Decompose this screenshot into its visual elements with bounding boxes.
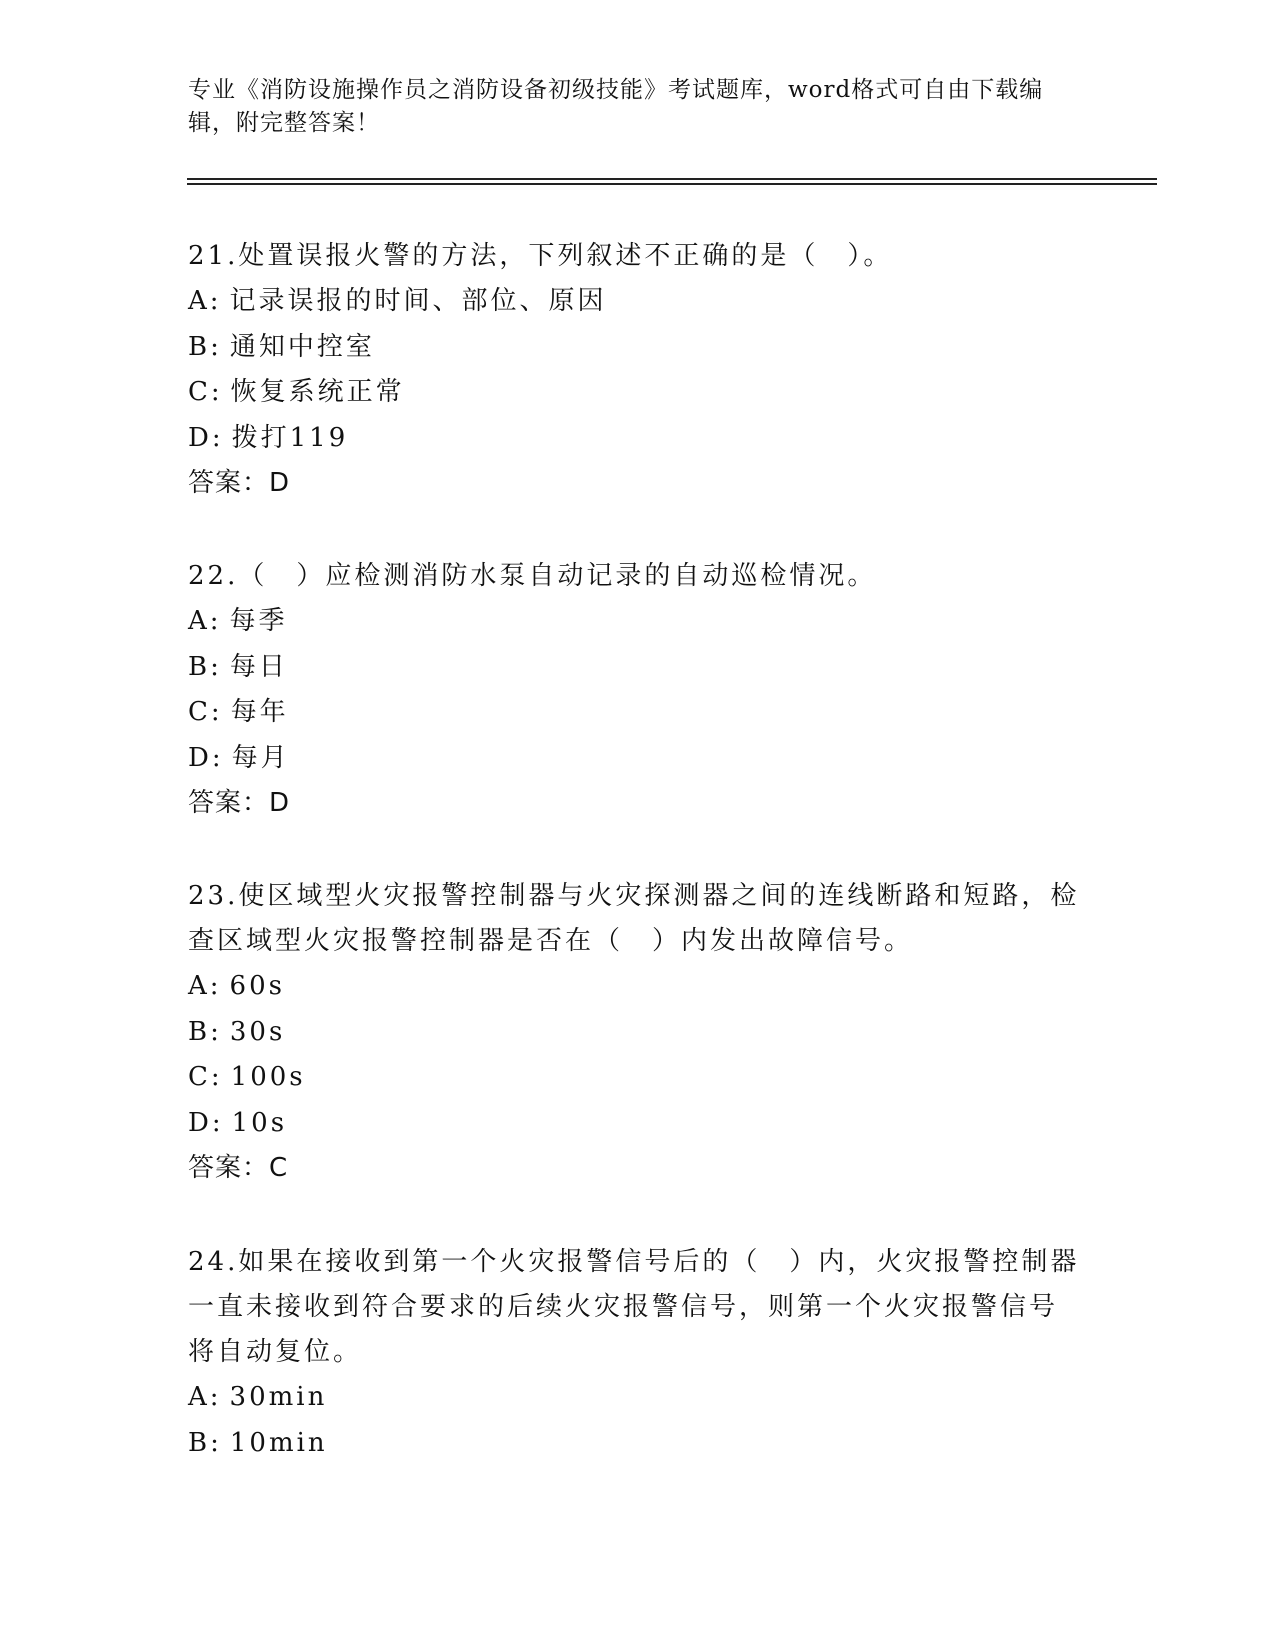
option-letter: B: xyxy=(188,1016,222,1047)
question-24 xyxy=(188,1240,1088,1466)
option-d xyxy=(188,736,1088,782)
option-letter: B: xyxy=(188,1427,222,1458)
option-a xyxy=(188,1375,1088,1421)
option-text: 100s xyxy=(230,1062,306,1092)
option-text: 恢复系统正常 xyxy=(230,377,405,407)
question-22 xyxy=(188,554,1088,826)
option-text: 30min xyxy=(229,1382,328,1412)
option-letter: C: xyxy=(188,1062,223,1092)
option-text: 60s xyxy=(229,971,285,1001)
answer-label: 答案：D xyxy=(188,468,291,498)
option-letter: D: xyxy=(188,422,224,453)
option-text: 通知中控室 xyxy=(229,331,375,362)
option-d xyxy=(188,416,1088,462)
option-text: 拨打119 xyxy=(231,422,349,453)
option-text: 30s xyxy=(229,1016,286,1047)
option-c xyxy=(188,1055,1088,1101)
question-23 xyxy=(188,874,1088,1191)
question-21 xyxy=(188,234,1088,506)
header-line-1: 专业《消防设施操作员之消防设备初级技能》考试题库，word格式可自由下载编 xyxy=(188,77,1044,103)
option-text: 10min xyxy=(229,1427,328,1458)
option-c xyxy=(188,370,1088,416)
option-b xyxy=(188,1421,1088,1467)
answer-label: 答案：C xyxy=(188,1153,289,1183)
option-text: 每日 xyxy=(229,651,288,682)
option-letter: D: xyxy=(188,1107,224,1138)
header-line-2: 辑，附完整答案！ xyxy=(188,110,380,136)
answer-label: 答案：D xyxy=(188,788,291,818)
option-letter: A: xyxy=(188,1382,222,1412)
option-letter: A: xyxy=(188,606,222,636)
option-text: 每月 xyxy=(231,742,290,773)
question-stem-continued: 将自动复位。 xyxy=(188,1337,363,1367)
question-stem-continued: 查区域型火灾报警控制器是否在（ ）内发出故障信号。 xyxy=(188,926,914,956)
option-b xyxy=(188,325,1088,371)
option-a xyxy=(188,279,1088,325)
option-text: 记录误报的时间、部位、原因 xyxy=(229,286,607,316)
option-letter: C: xyxy=(188,697,223,727)
question-stem: 23.使区域型火灾报警控制器与火灾探测器之间的连线断路和短路，检 xyxy=(188,881,1080,911)
document-header xyxy=(188,74,1088,140)
option-text: 10s xyxy=(231,1107,288,1138)
option-text: 每季 xyxy=(229,606,288,636)
option-a xyxy=(188,599,1088,645)
option-a xyxy=(188,964,1088,1010)
option-c xyxy=(188,690,1088,736)
option-text: 每年 xyxy=(230,697,289,727)
option-letter: B: xyxy=(188,331,222,362)
option-d xyxy=(188,1101,1088,1147)
option-b xyxy=(188,645,1088,691)
option-letter: B: xyxy=(188,651,222,682)
option-letter: C: xyxy=(188,377,223,407)
question-stem-continued: 一直未接收到符合要求的后续火灾报警信号，则第一个火灾报警信号 xyxy=(188,1292,1059,1322)
option-letter: A: xyxy=(188,286,222,316)
option-b xyxy=(188,1010,1088,1056)
question-stem: 24.如果在接收到第一个火灾报警信号后的（ ）内，火灾报警控制器 xyxy=(188,1247,1080,1277)
question-stem: 21.处置误报火警的方法，下列叙述不正确的是（ ）。 xyxy=(188,241,893,271)
header-divider-top xyxy=(187,178,1157,180)
option-letter: A: xyxy=(188,971,222,1001)
header-divider-bottom xyxy=(187,183,1157,185)
option-letter: D: xyxy=(188,742,224,773)
question-stem: 22.（ ）应检测消防水泵自动记录的自动巡检情况。 xyxy=(188,561,877,591)
